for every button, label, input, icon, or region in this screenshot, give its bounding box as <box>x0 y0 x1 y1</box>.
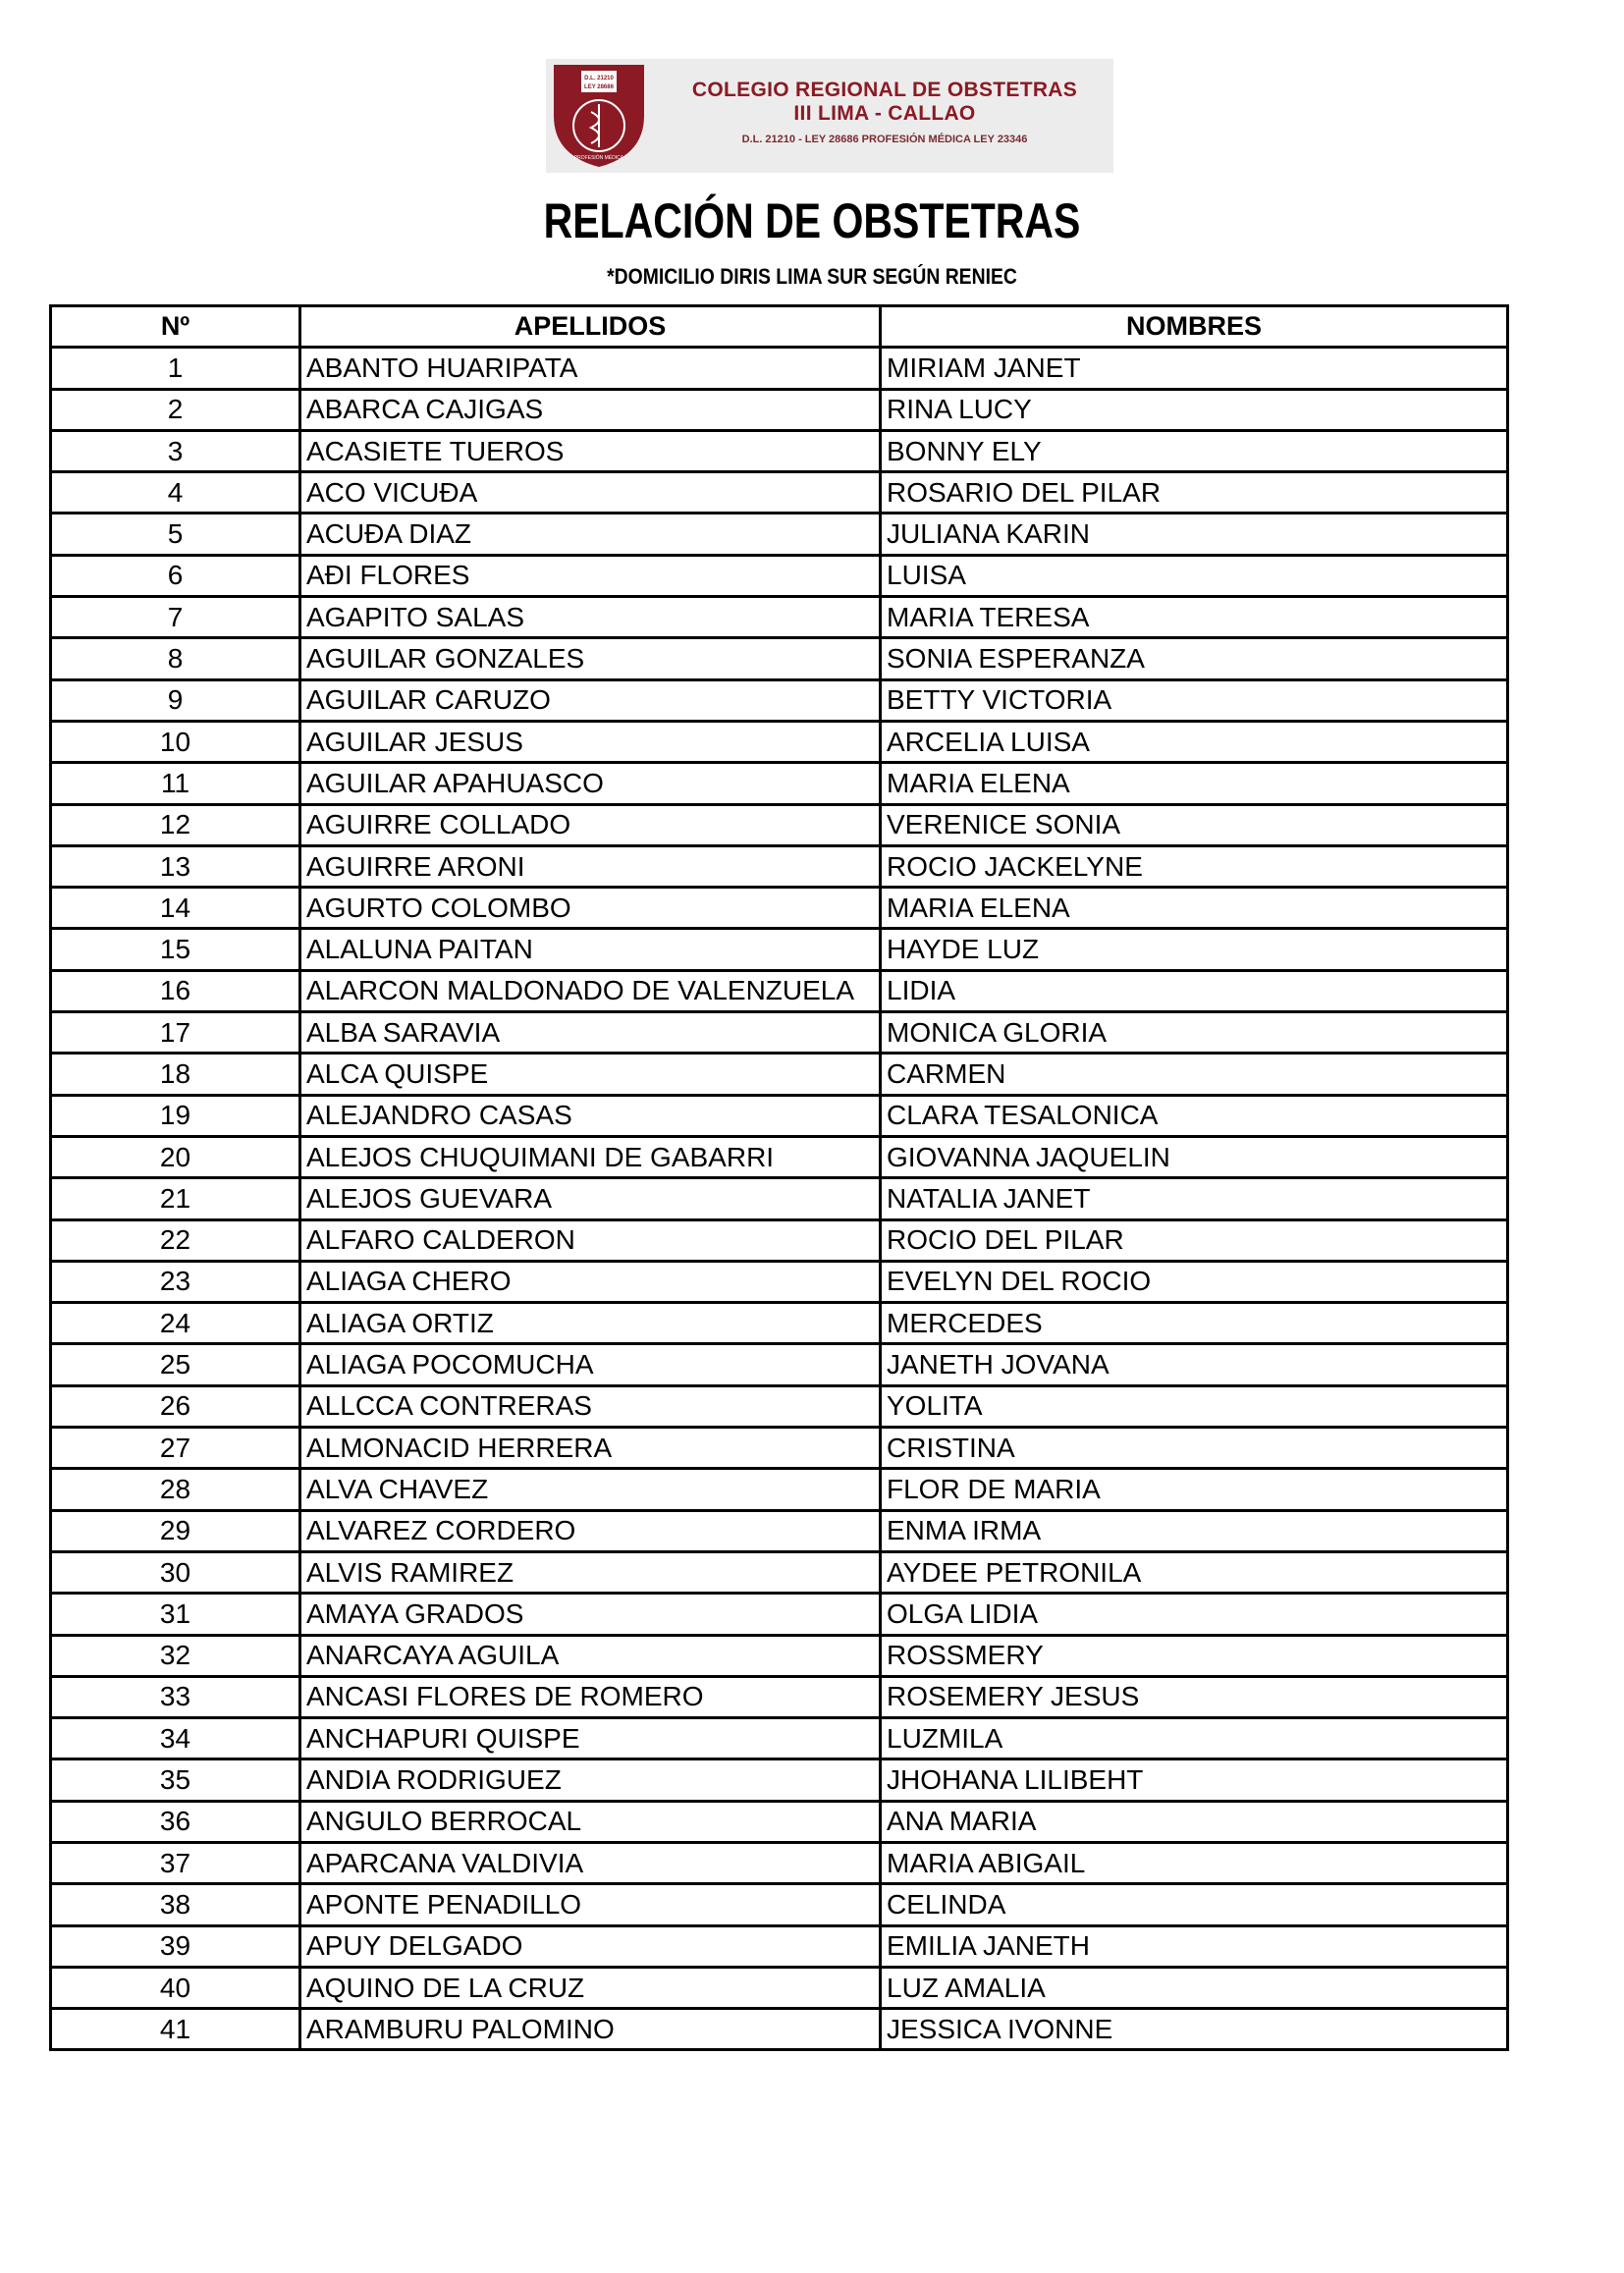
row-apellidos: ALVIS RAMIREZ <box>300 1551 881 1593</box>
row-nombres: MERCEDES <box>881 1303 1508 1344</box>
row-number: 30 <box>51 1551 300 1593</box>
row-number: 26 <box>51 1385 300 1427</box>
row-number: 29 <box>51 1510 300 1551</box>
row-apellidos: ALARCON MALDONADO DE VALENZUELA <box>300 970 881 1011</box>
table-row <box>51 389 1508 430</box>
row-nombres: ARCELIA LUISA <box>881 721 1508 762</box>
row-number: 2 <box>51 389 300 430</box>
row-number: 41 <box>51 2009 300 2050</box>
row-nombres: MIRIAM JANET <box>881 348 1508 389</box>
row-apellidos: ANCHAPURI QUISPE <box>300 1718 881 1759</box>
table-row <box>51 555 1508 596</box>
column-header-number: Nº <box>51 306 300 348</box>
row-number: 17 <box>51 1012 300 1054</box>
row-apellidos: AGUIRRE COLLADO <box>300 804 881 845</box>
row-nombres: MARIA ABIGAIL <box>881 1842 1508 1883</box>
row-apellidos: ALLCCA CONTRERAS <box>300 1385 881 1427</box>
row-nombres: VERENICE SONIA <box>881 804 1508 845</box>
row-nombres: JANETH JOVANA <box>881 1344 1508 1385</box>
row-nombres: ANA MARIA <box>881 1801 1508 1842</box>
table-row <box>51 1136 1508 1177</box>
row-number: 40 <box>51 1967 300 2008</box>
table-row <box>51 1884 1508 1925</box>
row-apellidos: AGUIRRE ARONI <box>300 845 881 887</box>
table-row <box>51 970 1508 1011</box>
table-row <box>51 597 1508 638</box>
row-nombres: EMILIA JANETH <box>881 1925 1508 1967</box>
row-apellidos: ALVA CHAVEZ <box>300 1469 881 1510</box>
row-number: 5 <box>51 514 300 555</box>
row-nombres: ROCIO JACKELYNE <box>881 845 1508 887</box>
logo-legal-line: D.L. 21210 - LEY 28686 PROFESIÓN MÉDICA LEY 23346 <box>741 134 1028 145</box>
row-apellidos: ARAMBURU PALOMINO <box>300 2009 881 2050</box>
table-row <box>51 888 1508 929</box>
row-nombres: SONIA ESPERANZA <box>881 638 1508 679</box>
table-row <box>51 1054 1508 1095</box>
table-row <box>51 1219 1508 1261</box>
row-apellidos: ACASIETE TUEROS <box>300 430 881 471</box>
row-apellidos: APARCANA VALDIVIA <box>300 1842 881 1883</box>
row-nombres: CLARA TESALONICA <box>881 1095 1508 1136</box>
row-apellidos: ACO VICUĐA <box>300 472 881 514</box>
row-nombres: CARMEN <box>881 1054 1508 1095</box>
row-apellidos: AGAPITO SALAS <box>300 597 881 638</box>
row-number: 15 <box>51 929 300 970</box>
row-apellidos: AMAYA GRADOS <box>300 1594 881 1635</box>
row-number: 22 <box>51 1219 300 1261</box>
row-nombres: ROSEMERY JESUS <box>881 1676 1508 1717</box>
row-apellidos: ALIAGA ORTIZ <box>300 1303 881 1344</box>
row-nombres: ENMA IRMA <box>881 1510 1508 1551</box>
row-apellidos: ANCASI FLORES DE ROMERO <box>300 1676 881 1717</box>
row-number: 37 <box>51 1842 300 1883</box>
table-row <box>51 348 1508 389</box>
row-nombres: GIOVANNA JAQUELIN <box>881 1136 1508 1177</box>
row-nombres: ROCIO DEL PILAR <box>881 1219 1508 1261</box>
row-number: 31 <box>51 1594 300 1635</box>
table-row <box>51 1551 1508 1593</box>
row-nombres: MARIA ELENA <box>881 888 1508 929</box>
row-apellidos: AGUILAR JESUS <box>300 721 881 762</box>
row-number: 25 <box>51 1344 300 1385</box>
table-row <box>51 1594 1508 1635</box>
table-header-row <box>51 306 1508 348</box>
logo-org-name: COLEGIO REGIONAL DE OBSTETRAS <box>691 79 1078 101</box>
row-nombres: NATALIA JANET <box>881 1178 1508 1219</box>
row-apellidos: ALFARO CALDERON <box>300 1219 881 1261</box>
row-nombres: LUZ AMALIA <box>881 1967 1508 2008</box>
row-number: 16 <box>51 970 300 1011</box>
row-apellidos: ALIAGA POCOMUCHA <box>300 1344 881 1385</box>
row-apellidos: ANDIA RODRIGUEZ <box>300 1759 881 1801</box>
row-apellidos: AGUILAR APAHUASCO <box>300 763 881 804</box>
document-subtitle: *DOMICILIO DIRIS LIMA SUR SEGÚN RENIEC <box>607 264 1017 289</box>
row-number: 13 <box>51 845 300 887</box>
svg-text:D.L. 21210: D.L. 21210 <box>584 76 614 81</box>
row-nombres: YOLITA <box>881 1385 1508 1427</box>
row-number: 24 <box>51 1303 300 1344</box>
row-apellidos: ANGULO BERROCAL <box>300 1801 881 1842</box>
row-number: 21 <box>51 1178 300 1219</box>
table-row <box>51 1178 1508 1219</box>
logo-org-region: III LIMA - CALLAO <box>793 102 976 125</box>
row-apellidos: ANARCAYA AGUILA <box>300 1635 881 1676</box>
table-row <box>51 1676 1508 1717</box>
table-row <box>51 1428 1508 1469</box>
table-row <box>51 1012 1508 1054</box>
row-nombres: LUZMILA <box>881 1718 1508 1759</box>
row-apellidos: APUY DELGADO <box>300 1925 881 1967</box>
table-row <box>51 845 1508 887</box>
table-row <box>51 638 1508 679</box>
table-row <box>51 1261 1508 1302</box>
row-nombres: LUISA <box>881 555 1508 596</box>
row-nombres: BETTY VICTORIA <box>881 679 1508 721</box>
row-number: 36 <box>51 1801 300 1842</box>
table-row <box>51 1759 1508 1801</box>
row-number: 4 <box>51 472 300 514</box>
row-number: 19 <box>51 1095 300 1136</box>
table-row <box>51 804 1508 845</box>
table-row <box>51 1385 1508 1427</box>
row-number: 18 <box>51 1054 300 1095</box>
row-number: 9 <box>51 679 300 721</box>
row-nombres: MONICA GLORIA <box>881 1012 1508 1054</box>
table-row <box>51 1303 1508 1344</box>
row-number: 23 <box>51 1261 300 1302</box>
table-row <box>51 1344 1508 1385</box>
table-row <box>51 679 1508 721</box>
table-row <box>51 1635 1508 1676</box>
row-number: 11 <box>51 763 300 804</box>
row-nombres: AYDEE PETRONILA <box>881 1551 1508 1593</box>
row-nombres: BONNY ELY <box>881 430 1508 471</box>
row-nombres: ROSARIO DEL PILAR <box>881 472 1508 514</box>
row-apellidos: ALCA QUISPE <box>300 1054 881 1095</box>
row-number: 8 <box>51 638 300 679</box>
table-row <box>51 1469 1508 1510</box>
row-nombres: MARIA TERESA <box>881 597 1508 638</box>
table-row <box>51 1967 1508 2008</box>
row-nombres: OLGA LIDIA <box>881 1594 1508 1635</box>
row-number: 39 <box>51 1925 300 1967</box>
row-number: 10 <box>51 721 300 762</box>
table-row <box>51 1925 1508 1967</box>
obstetras-table <box>49 304 1509 2051</box>
table-row <box>51 1095 1508 1136</box>
column-header-apellidos: APELLIDOS <box>300 306 881 348</box>
table-row <box>51 514 1508 555</box>
row-apellidos: ALVAREZ CORDERO <box>300 1510 881 1551</box>
row-apellidos: ACUĐA DIAZ <box>300 514 881 555</box>
table-row <box>51 430 1508 471</box>
table-row <box>51 1510 1508 1551</box>
row-number: 27 <box>51 1428 300 1469</box>
row-nombres: FLOR DE MARIA <box>881 1469 1508 1510</box>
table-row <box>51 721 1508 762</box>
row-number: 34 <box>51 1718 300 1759</box>
svg-text:LEY 28686: LEY 28686 <box>584 84 614 90</box>
row-nombres: CELINDA <box>881 1884 1508 1925</box>
row-nombres: JHOHANA LILIBEHT <box>881 1759 1508 1801</box>
row-apellidos: AQUINO DE LA CRUZ <box>300 1967 881 2008</box>
row-nombres: HAYDE LUZ <box>881 929 1508 970</box>
row-nombres: JULIANA KARIN <box>881 514 1508 555</box>
document-title: RELACIÓN DE OBSTETRAS <box>543 193 1081 248</box>
row-apellidos: APONTE PENADILLO <box>300 1884 881 1925</box>
row-number: 12 <box>51 804 300 845</box>
row-number: 7 <box>51 597 300 638</box>
row-apellidos: AGUILAR GONZALES <box>300 638 881 679</box>
table-row <box>51 1842 1508 1883</box>
table-row <box>51 763 1508 804</box>
table-row <box>51 472 1508 514</box>
row-apellidos: ALEJOS CHUQUIMANI DE GABARRI <box>300 1136 881 1177</box>
row-nombres: MARIA ELENA <box>881 763 1508 804</box>
table-row <box>51 2009 1508 2050</box>
row-nombres: EVELYN DEL ROCIO <box>881 1261 1508 1302</box>
row-apellidos: ABARCA CAJIGAS <box>300 389 881 430</box>
row-apellidos: ALALUNA PAITAN <box>300 929 881 970</box>
row-apellidos: ALMONACID HERRERA <box>300 1428 881 1469</box>
row-apellidos: AGURTO COLOMBO <box>300 888 881 929</box>
row-nombres: CRISTINA <box>881 1428 1508 1469</box>
table-row <box>51 929 1508 970</box>
column-header-nombres: NOMBRES <box>881 306 1508 348</box>
row-number: 35 <box>51 1759 300 1801</box>
row-number: 32 <box>51 1635 300 1676</box>
table-row <box>51 1801 1508 1842</box>
row-number: 3 <box>51 430 300 471</box>
table-body <box>51 348 1508 2050</box>
row-number: 1 <box>51 348 300 389</box>
svg-text:PROFESIÓN MÉDICA: PROFESIÓN MÉDICA <box>573 155 624 161</box>
row-apellidos: ALEJOS GUEVARA <box>300 1178 881 1219</box>
row-apellidos: ALBA SARAVIA <box>300 1012 881 1054</box>
row-nombres: RINA LUCY <box>881 389 1508 430</box>
row-apellidos: AGUILAR CARUZO <box>300 679 881 721</box>
row-number: 20 <box>51 1136 300 1177</box>
row-apellidos: AĐI FLORES <box>300 555 881 596</box>
row-nombres: JESSICA IVONNE <box>881 2009 1508 2050</box>
row-nombres: LIDIA <box>881 970 1508 1011</box>
row-number: 38 <box>51 1884 300 1925</box>
seal-logo <box>552 61 646 169</box>
table-row <box>51 1718 1508 1759</box>
row-apellidos: ABANTO HUARIPATA <box>300 348 881 389</box>
row-number: 6 <box>51 555 300 596</box>
institution-logo <box>546 59 1113 173</box>
row-apellidos: ALEJANDRO CASAS <box>300 1095 881 1136</box>
row-apellidos: ALIAGA CHERO <box>300 1261 881 1302</box>
row-number: 33 <box>51 1676 300 1717</box>
row-nombres: ROSSMERY <box>881 1635 1508 1676</box>
row-number: 28 <box>51 1469 300 1510</box>
row-number: 14 <box>51 888 300 929</box>
